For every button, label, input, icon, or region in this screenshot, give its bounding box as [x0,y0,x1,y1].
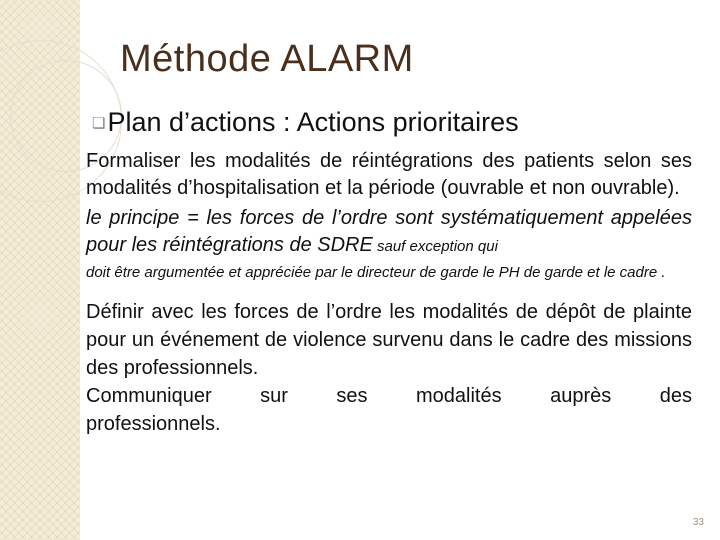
section-heading [92,107,519,138]
word: auprès [550,385,612,407]
page-number: 33 [692,517,704,528]
word: Communiquer [86,385,212,407]
bullet-icon: ❏ [92,114,106,132]
paragraph-principe-inline: sauf exception qui [372,238,498,255]
section-heading-text: Plan d’actions : Actions prioritaires [107,107,519,137]
paragraph-principe [86,205,692,260]
paragraph-principe-main: le principe = les forces de l’ordre sont systématiquement appelées pour les réintégrations de SDRE [86,207,692,256]
paragraph-exception: doit être argumentée et appréciée par le directeur de garde le PH de garde et le cadre . [86,264,666,281]
word: des [659,385,692,407]
word: ses [336,385,368,407]
paragraph-communiquer-end: professionnels. [86,413,221,435]
slide-title: Méthode ALARM [120,38,414,80]
paragraph-formaliser: Formaliser les modalités de réintégrations des patients selon ses modalités d’hospitalisation et la période (ouvrable et non ouvrable). [86,150,692,199]
word: modalités [415,385,502,407]
word: sur [260,385,288,407]
slide-content [86,148,692,438]
paragraph-definir: Définir avec les forces de l’ordre les modalités de dépôt de plainte pour un événement de violence survenu dans le cadre des missions des professionnels. [86,301,692,379]
paragraph-communiquer [86,382,692,410]
